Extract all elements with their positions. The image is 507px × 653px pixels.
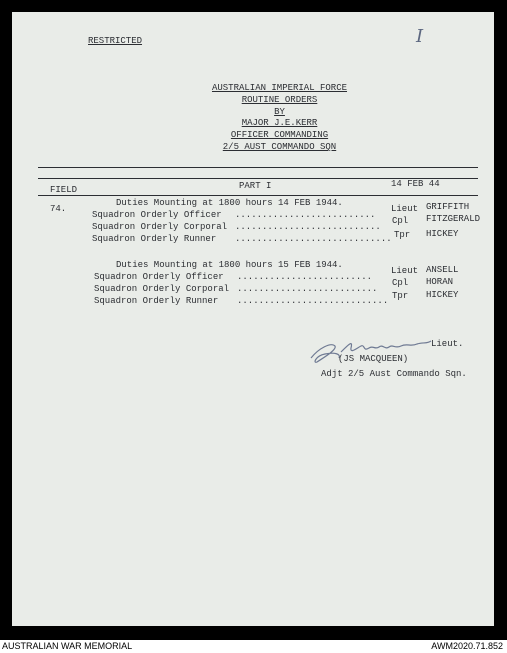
duty-role: Squadron Orderly Runner — [94, 296, 219, 306]
leader-dots: .......................... — [237, 284, 378, 294]
duty-name: FITZGERALD — [426, 214, 481, 224]
leader-dots: .......................... — [235, 210, 376, 220]
duty-rank: Lieut — [391, 266, 419, 276]
header-line-2: ROUTINE ORDERS — [241, 95, 318, 105]
signatory-appointment: Adjt 2/5 Aust Commando Sqn. — [321, 369, 467, 379]
leader-dots: ......................... — [237, 272, 373, 282]
duty-role: Squadron Orderly Officer — [92, 210, 222, 220]
duty-rank: Tpr — [394, 230, 411, 240]
duty-name: HICKEY — [426, 290, 459, 300]
duty-role: Squadron Orderly Officer — [94, 272, 224, 282]
header-line-3: BY — [274, 107, 285, 117]
duty-rank: Tpr — [392, 291, 409, 301]
order-number: 74. — [50, 204, 67, 214]
header-rule-top — [38, 167, 478, 168]
duty-name: HORAN — [426, 277, 454, 287]
duty-rank: Cpl — [392, 216, 409, 226]
duty-name: GRIFFITH — [426, 202, 470, 212]
duty-name: ANSELL — [426, 265, 459, 275]
header-line-1: AUSTRALIAN IMPERIAL FORCE — [211, 83, 348, 93]
institution-label: AUSTRALIAN WAR MEMORIAL — [2, 641, 133, 651]
archive-footer — [0, 640, 507, 653]
accession-number: AWM2020.71.852 — [431, 641, 503, 651]
leader-dots: ............................ — [237, 296, 389, 306]
classification-label: RESTRICTED — [88, 36, 143, 46]
header-line-6: 2/5 AUST COMMANDO SQN — [222, 142, 337, 152]
signatory-rank: Lieut. — [431, 339, 464, 349]
duty-role: Squadron Orderly Corporal — [94, 284, 230, 294]
header-line-5: OFFICER COMMANDING — [230, 130, 329, 140]
header-line-4: MAJOR J.E.KERR — [241, 118, 318, 128]
section-title: Duties Mounting at 1800 hours 14 FEB 1944. — [116, 198, 343, 208]
leader-dots: ........................... — [235, 222, 381, 232]
duty-rank: Cpl — [392, 278, 409, 288]
leader-dots: ............................. — [235, 234, 392, 244]
marginal-mark: I — [416, 26, 424, 47]
part-label: PART I — [239, 181, 272, 191]
date-label: 14 FEB 44 — [391, 179, 440, 189]
duty-role: Squadron Orderly Runner — [92, 234, 217, 244]
signatory-name: (JS MACQUEEN) — [338, 354, 409, 364]
header-rule-bottom — [38, 195, 478, 196]
section-title: Duties Mounting at 1800 hours 15 FEB 1944. — [116, 260, 343, 270]
document-page — [12, 12, 494, 626]
duty-rank: Lieut — [391, 204, 419, 214]
location-label: FIELD — [50, 185, 78, 195]
duty-role: Squadron Orderly Corporal — [92, 222, 228, 232]
duty-name: HICKEY — [426, 229, 459, 239]
